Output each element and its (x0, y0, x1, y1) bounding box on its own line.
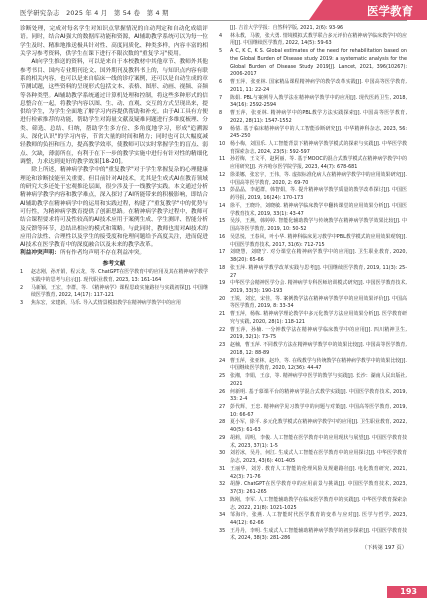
reference-text: 王丹丹，李明. 生成式人工智能辅助精神病学教学的初步探索[J]. 中国医学教育技术, 2024, 38(3): 281-286 (230, 527, 407, 542)
reference-item (219, 249, 407, 264)
reference-item (219, 342, 407, 357)
section-brand-label: 医学教育 (367, 4, 413, 18)
reference-number: 31 (219, 465, 226, 472)
reference-number: 33 (219, 496, 226, 503)
reference-item (219, 33, 407, 48)
reference-number: 5 (219, 48, 223, 55)
reference-item (20, 300, 208, 308)
reference-item (219, 497, 407, 512)
reference-item (219, 373, 407, 388)
reference-item (219, 110, 407, 125)
reference-text: 徐平，王晓玲，刘晓敏. 精神病学临床教学中翻转课堂的应用效果分析[J]. 中国医学教育技术, 2019, 33(1): 43-47 (230, 202, 407, 217)
reference-text: [J]. 吉首大学学报：自然科学版, 2021, 2(6): 93-96 (230, 25, 344, 31)
page-number-tab (387, 586, 427, 598)
reference-number: 27 (219, 403, 226, 410)
reference-text: 徐柔娜，张宏宇，王伟，等. 虚拟标准化病人在精神病学教学中的应用效果研究[J]. 中国高等医学教育, 2020, 2: 69-70 (230, 171, 407, 186)
reference-item (219, 95, 407, 110)
reference-item (219, 404, 407, 419)
reference-text: 吴思悦，王春风，叶小华. 精神科临床见习教学中PBL教学模式的应用效果观察[J]. 中国医学教育技术, 2017, 31(6): 712-715 (230, 233, 407, 248)
reference-number: 21 (219, 311, 226, 318)
reference-text: 赵楠，曹玉萍. 不同教学方法在精神病学教学中的效果比较[J]. 中国高等医学教育, 2018, 12: 88-89 (230, 342, 407, 356)
reference-number: 25 (219, 373, 226, 380)
reference-number: 2 (20, 284, 24, 291)
reference-number: 34 (219, 512, 226, 519)
reference-number: 11 (219, 156, 226, 163)
reference-number: 9 (219, 125, 223, 132)
reference-item (219, 296, 407, 311)
reference-text: 彭晶晶，李超群，韩智娟，等. 提升精神病学教学质量的教学改革探讨[J]. 中国医药导报, 2019, 16(24): 170-173 (230, 187, 407, 202)
reference-number: 12 (219, 171, 226, 178)
reference-text: 孙若梅，王文平，赵阿丽，等. 基于MOOC的混合式教学模式在精神病学教学中的应用研究[J]. 齐齐哈尔医学院学报, 2023, 44(7): 678-681 (230, 156, 407, 171)
reference-text: 何新明. 基于慕课平台的精神病学混合式教学实践[J]. 中国医学教育技术, 2019, 33: 2-4 (230, 388, 407, 403)
reference-text: 杨倩. 基于临床精神病学中的人工智能诊断研究[J]. 中华精神科杂志, 2023, 56: 245-250 (230, 125, 407, 140)
reference-item (219, 203, 407, 218)
reference-text: 张湘，李娟，王彦，等. 精神病学中医学的教学与实践[J]. 长沙：湖南人民出版社, 2021 (230, 373, 407, 387)
reference-list (20, 269, 208, 308)
reference-number: 28 (219, 419, 226, 426)
reference-number: 13 (219, 187, 226, 194)
reference-item (219, 419, 407, 434)
reference-item (219, 156, 407, 171)
reference-text: 陈娟. PBL与案例导入教学法在精神病学教学中的应用[J]. 现代医药卫生, 2018, 34(16): 2592-2594 (230, 94, 407, 109)
reference-text: 胡静. ChatGPT在医学教育中的应用前景与挑战[J]. 中国医学教育技术, 2023, 37(3): 261-265 (230, 481, 407, 496)
reference-number: 4 (219, 32, 223, 39)
declaration-text: 所有作者均声明不存在利益冲突。 (59, 250, 146, 257)
reference-text: 刘若冰，吴丹，何江. 生成式人工智能在医学教育中的应用探讨[J]. 中华医学教育杂志, 2023, 43(6): 401-405 (230, 450, 407, 465)
reference-number: 24 (219, 357, 226, 364)
reference-item (219, 512, 407, 527)
body-paragraph: 诊断处理，完成对每名学生对知识点掌握情况的自动判定和自动化成绩评语。同时，结合AI强大的数据库功能和资源，AI辅助教学系统可以为每一位学生及时、精准地推送极具针对性、高度同质化、种类多样，内容丰富的相关学习参考资料，供学生在课下进行不限次数的"重复学习"使用。 (20, 26, 208, 57)
reference-item (219, 466, 407, 481)
reference-text: 夏小军，徐平. 多元化教学模式在精神病学教学中的应用[J]. 卫生职业教育, 2022, 40(5): 61-63 (230, 419, 407, 434)
conflict-of-interest-statement (20, 249, 208, 257)
reference-item (219, 79, 407, 94)
reference-text: 曹玉萍，张亚林. 精神病学中的PBL教学方法实践探索[J]. 中国高等医学教育, 2022, 28(11): 1547-1552 (230, 110, 407, 124)
reference-item (219, 358, 407, 373)
reference-text: 刘晓慧，刘晓宁. 对分课堂在精神病学教学中的应用[J]. 卫生职业教育, 2020, 38(20): 65-66 (230, 249, 407, 264)
reference-item (219, 280, 407, 295)
reference-text: 林永教，马骏，张大勇. 情境模拟式教学联合多元评价在精神病学临床教学中的应用[J]. 中国继续医学教育, 2022, 14(5): 59-63 (230, 32, 407, 47)
reference-number: 15 (219, 218, 226, 225)
references-heading: 参考文献 (102, 260, 126, 267)
reference-number: 19 (219, 280, 226, 287)
reference-number: 30 (219, 450, 226, 457)
reference-number: 7 (219, 94, 223, 101)
reference-text: 曹玉萍，孙楠. 一分钟教学法在精神病学临床教学中的应用[J]. 四川精神卫生, 2019, 32(1): 73-75 (230, 326, 407, 341)
journal-running-head: 医学研究杂志 2025 年 4 月 第 54 卷 第 4 期 (20, 9, 169, 17)
reference-item (219, 187, 407, 202)
reference-text: 曹玉萍，杨栋. 精神病学理论教学中多元化教学方法应用效果分析[J]. 医学教育研究与实践, 2020, 28(1): 118-121 (230, 311, 407, 325)
reference-text: 吴莎，王燕，韩婷婷. 智能化辅助教学与传统教学在精神病学教学效果比较[J]. 中国高等医学教育, 2019, 10: 50-52 (230, 218, 407, 233)
reference-item (219, 265, 407, 280)
reference-item (219, 450, 407, 465)
header-divider (20, 20, 407, 21)
reference-number: 26 (219, 388, 226, 395)
reference-text: 赵志刚，孙开娟，程云龙，等. ChatGPT在医学教育中的应用及其在精神病学教学实践中的思考与启示[J]. 现代职业教育, 2023, 13: 161-164 (31, 269, 208, 283)
reference-item (20, 269, 208, 284)
reference-number: 16 (219, 233, 226, 240)
reference-text: 马新颖，王宏，李群，等. 《精神病学》课程思政实施路径与实践初探[J]. 中国继续医学教育, 2022, 14(17): 117-121 (31, 284, 208, 299)
reference-text: 杨小梅，刘国乐. 人工智能背景下精神病学教学模式的探索与实践[J]. 中华医学教育探索杂志, 2024, 23(5): 592-597 (230, 141, 407, 155)
reference-text: 曹玉萍，张亚林，赵玲，等. 在线教学与传统教学在精神病学教学中的效果比较[J]. 中国继续医学教育, 2020, 12(36): 44-47 (230, 357, 407, 372)
reference-number: 17 (219, 249, 226, 256)
continued-note: （下转第 197 页） (361, 545, 407, 552)
reference-number: 14 (219, 202, 226, 209)
reference-text: 王锐，刘宏，宋佳，等. 案例教学法在精神病学教学中的应用效果评价[J]. 中国高等医学教育, 2019, 8: 33-34 (230, 295, 407, 310)
declaration-label: 利益冲突声明： (20, 250, 60, 257)
reference-number: 8 (219, 110, 223, 117)
reference-number: 3 (20, 300, 24, 306)
reference-text: 陈刚，李军. 人工智能辅助教学在临床医学教育中的实践[J]. 中华医学教育探索杂志, 2022, 21(8): 1021-1025 (230, 496, 407, 511)
reference-item (219, 25, 407, 33)
reference-item (219, 48, 407, 79)
page-number: 193 (400, 587, 417, 596)
body-paragraph: 除上所述，精神病学教学中的"重复教学"对于学生掌握复杂的心理健康理论和诊断技能至关重要。但目前针对AI技术，尤其是生成式AI在教育领域的研究大多还处于宏观推论层面，很少涉及于一线教学实践。本文通过分析精神病学教学内容和教学难点，深入探讨了AI所能带来的积极影响，即结合AI辅助教学在精神病学中的运用和实践过程，构建了"重复教学"中的优势与可行性，为精神病学教育提供了创新思路。在精神病学教学过程中，教师可结合课程要求将可及性较高的AI技术应用于案例生成、学生测评、智能分析及反馈等环节，总结出相应的模式和策略。与此同时，教师也需对AI技术的应用合法性、合理性以及学生的接受度和伦理问题给予高度关注，进而促进AI技术在医学教育中的深度融合以及未来的教学改革。 (20, 167, 208, 249)
reference-item (219, 126, 407, 141)
reference-number: 22 (219, 326, 226, 333)
reference-list (219, 25, 407, 543)
reference-number: 6 (219, 79, 223, 86)
reference-item (219, 141, 407, 156)
reference-text: A C, K C, K S. Global estimates of the need for rehabilitation based on the Global Burden of Disease study 2019: a systematic analysis for the Global Burden of Disease Study 2019[J]. Lancet, 2021, 396(10267): 2006-2017 (230, 48, 407, 78)
body-paragraph: AI向学生推送的资料，可以是来自于本校教材中其他章节、教师外其他参考书目、国内专业期刊论文、国外期刊及教科书上的，与知识点内容有联系的相关内容，也可以是来自临床一线的诊疗案例，还可以是自动生成的章节测试题，这些资料的呈现形式包括文本、表格、图形、动画、视频、音频等各种类型。AI辅助教学系统通过计算机处理和控制，将这些多种形式的信息整合在一起，将教学内容以图、生、动、直观、交互的方式呈现出来，提供给学生，为学生全面地了解学习内容提供帮助和补充。由于AI工具有方便进行检索推荐的功能，帮助学生对海量文献及疑难问题进行多维度梳理、分类、筛选、总结、归纳，帮助学生多方位、多角度地学习，形成"追溯源头、深化认识"的学习内容，节省大量的时间和精力；同时也可以大幅度减轻教师的负担和压力，提高教学效率，使教师可以实时掌握学生的盲点、弱点、欠缺，薄弱所在，有利于在下一步的教学实施中进行有针对性的精细化调整，力求达到更好的教学效果[18-20]。 (20, 59, 208, 165)
reference-number: 10 (219, 141, 226, 148)
reference-text: 中华医学会精神医学分会. 精神病学专科医师培训模式研究[J]. 中国医学教育技术, 2019, 33(3): 190-193 (230, 280, 407, 294)
reference-number: 29 (219, 434, 226, 441)
reference-item (20, 285, 208, 300)
reference-item (219, 389, 407, 404)
reference-item (219, 481, 407, 496)
reference-number (219, 25, 230, 33)
reference-text: 张玉萍. 精神病学教学改革实践与思考[J]. 中国继续医学教育, 2019, 11(3): 25-27 (230, 264, 407, 279)
right-column (219, 25, 407, 553)
reference-text: 彭代辉，王忠. 精神病学见习教学中的问题与对策[J]. 中国高等医学教育, 2019, 10: 66-67 (230, 403, 407, 418)
reference-number: 32 (219, 481, 226, 488)
reference-number: 18 (219, 264, 226, 271)
left-column (20, 25, 208, 308)
reference-number: 23 (219, 342, 226, 349)
reference-item (219, 327, 407, 342)
reference-item (219, 311, 407, 326)
reference-text: 邹海玲，张燕. 人工智能时代医学教育的变革与应对[J]. 医学与哲学, 2023, 44(12): 62-66 (230, 512, 407, 526)
reference-number: 20 (219, 295, 226, 302)
reference-item (219, 172, 407, 187)
reference-number: 1 (20, 269, 24, 276)
reference-number: 35 (219, 527, 226, 534)
reference-text: 王丽华，刘芳. 教育人工智能的伦理风险及规避路径[J]. 电化教育研究, 2021, 42(3): 71-76 (230, 465, 407, 480)
reference-text: 焦东宏，宋建新，马乐. 导入式情景模拟教学在精神病学教学中的应用 (31, 300, 181, 306)
reference-item (219, 528, 407, 543)
reference-item (219, 218, 407, 233)
reference-text: 胡莉，周明，李俊. 人工智能在医学教育中的应用现状与展望[J]. 中国医学教育技术, 2023, 37(1): 1-5 (230, 434, 407, 449)
reference-item (219, 435, 407, 450)
reference-text: 曹玉萍，张亚林. 国家精品课程精神病学的教学改革实践[J]. 中国高等医学教育, 2011, 11: 22-24 (230, 79, 407, 93)
reference-item (219, 234, 407, 249)
